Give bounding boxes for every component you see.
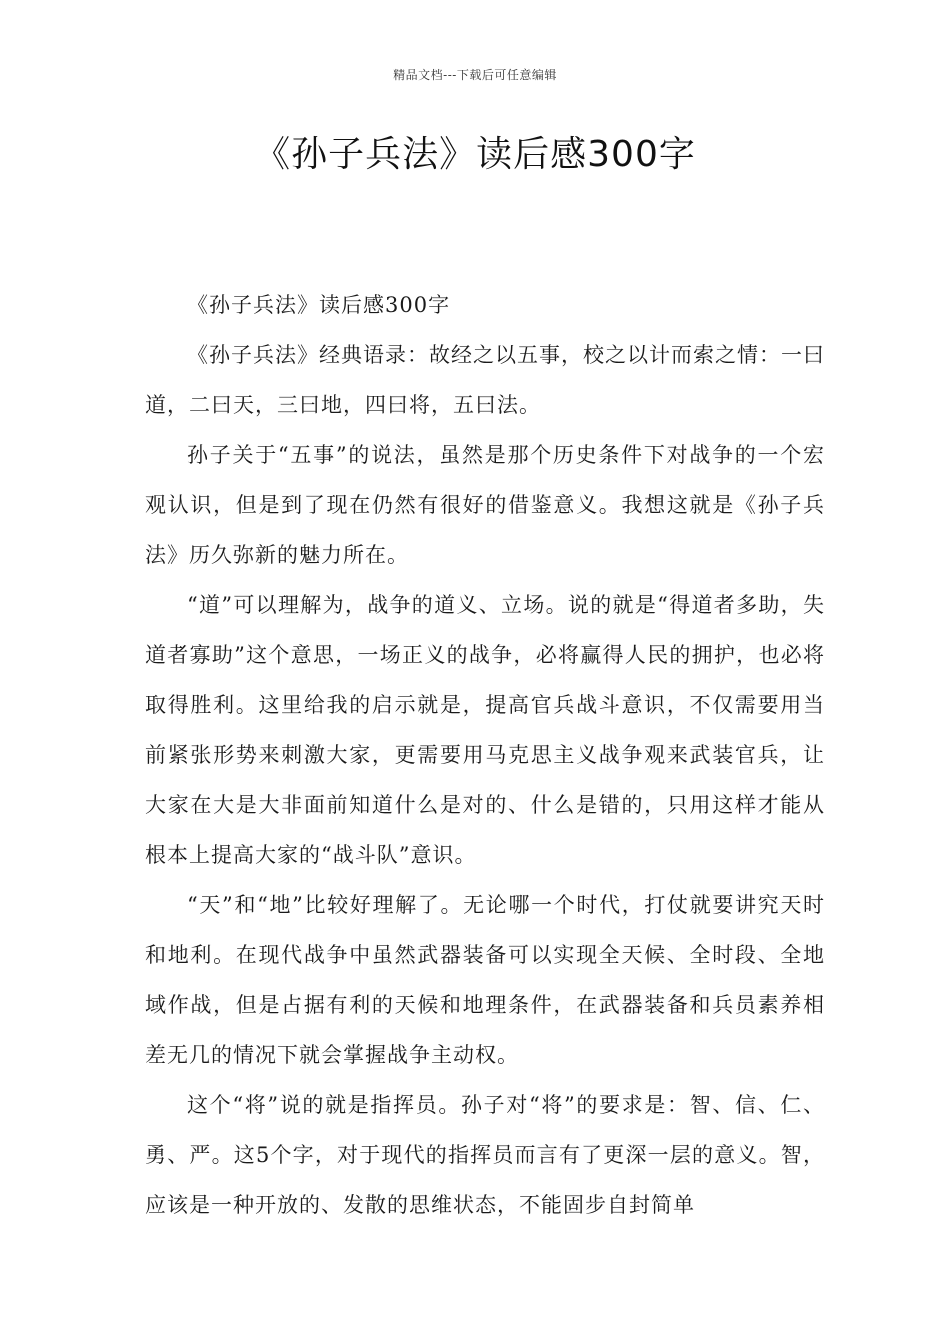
header-note: 精品文档---下载后可任意编辑 — [393, 68, 557, 82]
paragraph: 这个“将”说的就是指挥员。孙子对“将”的要求是：智、信、仁、勇、严。这5个字，对于现代的指挥员而言有了更深一层的意义。智，应该是一种开放的、发散的思维状态，不能固步自封简单 — [145, 1093, 825, 1217]
paragraph: “天”和“地”比较好理解了。无论哪一个时代，打仗就要讲究天时和地利。在现代战争中虽然武器装备可以实现全天候、全时段、全地域作战，但是占据有利的天候和地理条件，在武器装备和兵员素养相差无几的情况下就会掌握战争主动权。 — [145, 893, 825, 1067]
document-body — [145, 280, 825, 1230]
paragraph: 孙子关于“五事”的说法，虽然是那个历史条件下对战争的一个宏观认识，但是到了现在仍然有很好的借鉴意义。我想这就是《孙子兵法》历久弥新的魅力所在。 — [145, 443, 825, 567]
paragraph: 《孙子兵法》经典语录：故经之以五事，校之以计而索之情：一曰道，二曰天，三曰地，四曰将，五曰法。 — [145, 343, 825, 417]
paragraph: “道”可以理解为，战争的道义、立场。说的就是“得道者多助，失道者寡助”这个意思，一场正义的战争，必将赢得人民的拥护，也必将取得胜利。这里给我的启示就是，提高官兵战斗意识，不仅需要用当前紧张形势来刺激大家，更需要用马克思主义战争观来武装官兵，让大家在大是大非面前知道什么是对的、什么是错的，只用这样才能从根本上提高大家的“战斗队”意识。 — [145, 593, 825, 867]
document-title: 《孙子兵法》读后感300字 — [254, 134, 696, 175]
paragraph: 《孙子兵法》读后感300字 — [187, 293, 451, 317]
